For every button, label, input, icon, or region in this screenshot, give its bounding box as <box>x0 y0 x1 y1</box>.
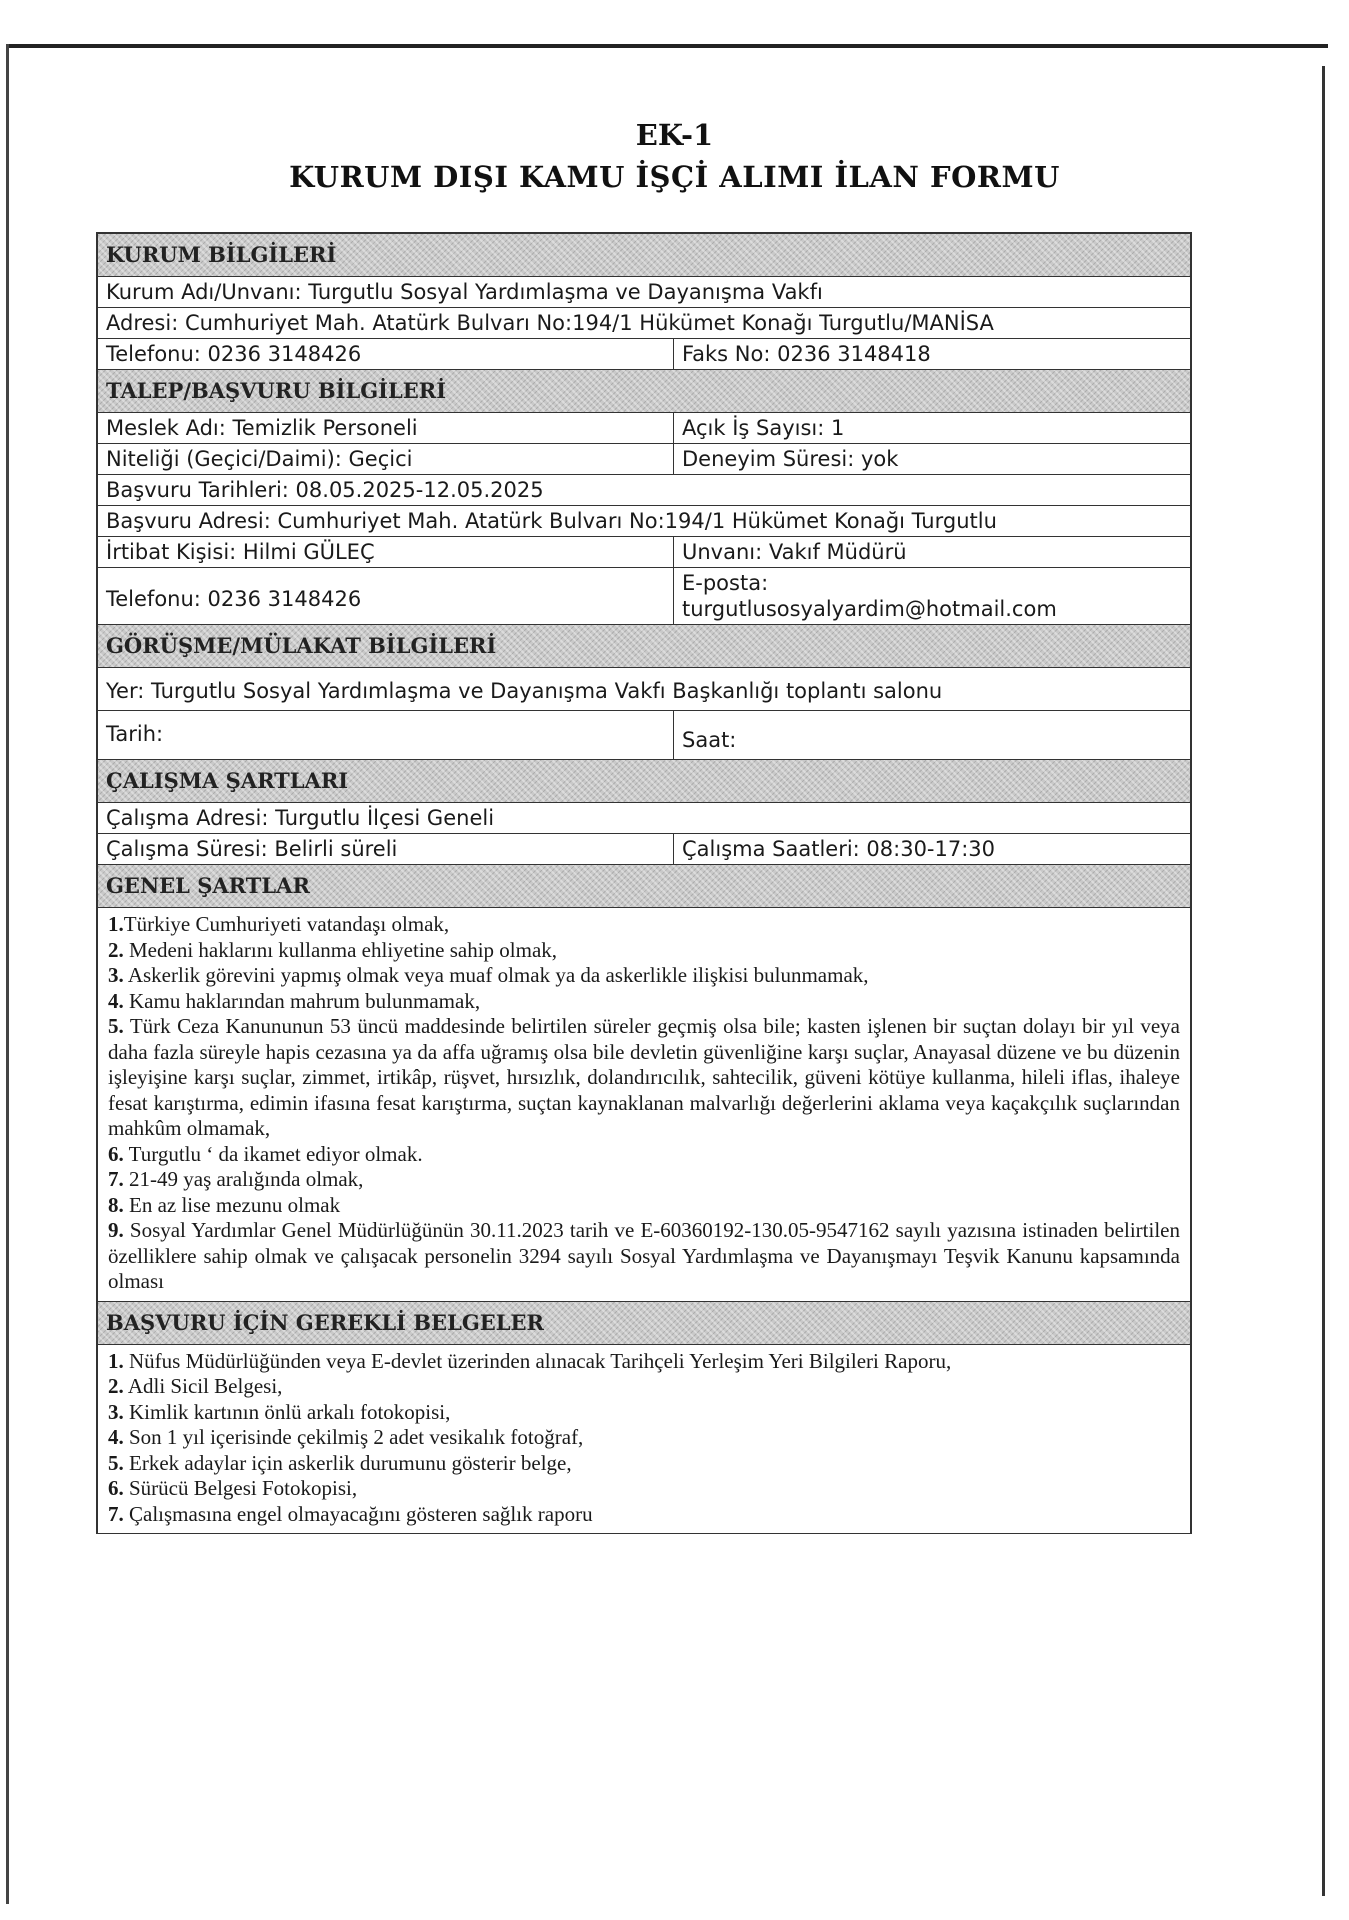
row-kurum-adi <box>98 277 1190 308</box>
irtibat-unvan: Unvanı: Vakıf Müdürü <box>682 540 907 564</box>
section-gorusme <box>98 625 1190 668</box>
eposta-label: E-posta: <box>682 571 769 595</box>
row-basvuru-tarihleri <box>98 475 1190 506</box>
gorusme-tarih: Tarih: <box>98 711 674 759</box>
deneyim-suresi: Deneyim Süresi: yok <box>682 447 899 471</box>
list-item: 5. Erkek adaylar için askerlik durumunu gösterir belge, <box>108 1450 572 1475</box>
list-item: 6. Turgutlu ‘ da ikamet ediyor olmak. <box>108 1141 423 1166</box>
annex-label: EK-1 <box>635 118 714 152</box>
meslek-adi: Meslek Adı: Temizlik Personeli <box>98 413 674 443</box>
calisma-suresi: Çalışma Süresi: Belirli süreli <box>98 834 674 864</box>
row-irtibat-iletisim <box>98 568 1190 625</box>
row-kurum-iletisim <box>98 339 1190 370</box>
list-item: 1.Türkiye Cumhuriyeti vatandaşı olmak, <box>108 912 450 936</box>
scan-border-top <box>6 44 1328 48</box>
acik-is-sayisi: Açık İş Sayısı: 1 <box>682 416 845 440</box>
row-tarih-saat <box>98 711 1190 760</box>
kurum-telefon: Telefonu: 0236 3148426 <box>98 339 674 369</box>
list-item: 4. Kamu haklarından mahrum bulunmamak, <box>108 988 481 1013</box>
section-calisma <box>98 760 1190 803</box>
list-item: 3. Askerlik görevini yapmış olmak veya muaf olmak ya da askerlikle ilişkisi bulunmamak, <box>108 963 869 987</box>
eposta-cell <box>674 568 1190 624</box>
list-item: 9. Sosyal Yardımlar Genel Müdürlüğünün 30.11.2023 tarih ve E-60360192-130.05-9547162 sayılı yazısına istinaden belirtilen özelliklere sahip olmak ve çalışacak personelin 3294 sayılı Sosyal Yardımlaşma ve Dayanışmayı Teşvik Kanunu kapsamında olması <box>108 1218 1180 1293</box>
calisma-adresi: Çalışma Adresi: Turgutlu İlçesi Geneli <box>106 806 495 830</box>
section-talep <box>98 370 1190 413</box>
section-title: BAŞVURU İÇİN GEREKLİ BELGELER <box>106 1309 544 1335</box>
irtibat-telefon: Telefonu: 0236 3148426 <box>98 568 674 624</box>
kurum-adi: Kurum Adı/Unvanı: Turgutlu Sosyal Yardımlaşma ve Dayanışma Vakfı <box>106 280 823 304</box>
list-item: 8. En az lise mezunu olmak <box>108 1192 341 1217</box>
list-item: 4. Son 1 yıl içerisinde çekilmiş 2 adet vesikalık fotoğraf, <box>108 1425 584 1449</box>
genel-sartlar-list <box>98 908 1190 1302</box>
row-meslek <box>98 413 1190 444</box>
irtibat-kisisi: İrtibat Kişisi: Hilmi GÜLEÇ <box>98 537 674 567</box>
list-item: 5. Türk Ceza Kanununun 53 üncü maddesinde belirtilen süreler geçmiş olsa bile; kasten işlenen bir suçtan dolayı bir yıl veya daha fazla süreyle hapis cezasına ya da affa uğramış olsa bile devletin güvenliğine karşı suçlar, Anayasal düzene ve bu düzenin işleyişine karşı suçlar, zimmet, irtikâp, rüşvet, hırsızlık, dolandırıcılık, sahtecilik, güveni kötüye kullanma, hileli iflas, ihaleye fesat karıştırma, edimin ifasına fesat karıştırma, suçtan kaynaklanan malvarlığı değerlerini aklama veya kaçakçılık suçlarından mahkûm olmamak, <box>108 1014 1180 1140</box>
announcement-form <box>96 232 1192 1534</box>
row-nitelik <box>98 444 1190 475</box>
section-title: GÖRÜŞME/MÜLAKAT BİLGİLERİ <box>106 633 497 658</box>
kurum-adres: Adresi: Cumhuriyet Mah. Atatürk Bulvarı No:194/1 Hükümet Konağı Turgutlu/MANİSA <box>106 311 994 335</box>
basvuru-tarihleri: Başvuru Tarihleri: 08.05.2025-12.05.2025 <box>106 478 544 502</box>
basvuru-adresi: Başvuru Adresi: Cumhuriyet Mah. Atatürk Bulvarı No:194/1 Hükümet Konağı Turgutlu <box>106 509 997 533</box>
gorusme-yer: Yer: Turgutlu Sosyal Yardımlaşma ve Dayanışma Vakfı Başkanlığı toplantı salonu <box>106 679 943 703</box>
list-item: 2. Medeni haklarını kullanma ehliyetine sahip olmak, <box>108 937 558 962</box>
row-yer <box>98 668 1190 711</box>
scan-border-right <box>1322 66 1325 1896</box>
section-title: TALEP/BAŞVURU BİLGİLERİ <box>106 378 447 403</box>
list-item: 2. Adli Sicil Belgesi, <box>108 1374 283 1398</box>
row-calisma-sure <box>98 834 1190 865</box>
eposta-address: turgutlusosyalyardim@hotmail.com <box>682 597 1057 621</box>
row-kurum-adres <box>98 308 1190 339</box>
section-title: KURUM BİLGİLERİ <box>106 242 337 267</box>
list-item: 7. Çalışmasına engel olmayacağını gösteren sağlık raporu <box>108 1501 593 1526</box>
kurum-faks: Faks No: 0236 3148418 <box>682 342 931 366</box>
list-item: 3. Kimlik kartının önlü arkalı fotokopisi, <box>108 1399 451 1424</box>
belgeler-list <box>98 1345 1190 1535</box>
niteligi: Niteliği (Geçici/Daimi): Geçici <box>98 444 674 474</box>
row-irtibat <box>98 537 1190 568</box>
section-genel <box>98 865 1190 908</box>
form-title: KURUM DIŞI KAMU İŞÇİ ALIMI İLAN FORMU <box>289 160 1060 194</box>
gorusme-saat: Saat: <box>682 728 737 752</box>
section-kurum <box>98 234 1190 277</box>
list-item: 7. 21-49 yaş aralığında olmak, <box>108 1167 364 1191</box>
row-calisma-adresi <box>98 803 1190 834</box>
section-belgeler <box>98 1302 1190 1345</box>
section-title: GENEL ŞARTLAR <box>106 873 310 898</box>
scan-border-left <box>6 44 9 1904</box>
list-item: 6. Sürücü Belgesi Fotokopisi, <box>108 1476 358 1500</box>
list-item: 1. Nüfus Müdürlüğünden veya E-devlet üzerinden alınacak Tarihçeli Yerleşim Yeri Bilgileri Raporu, <box>108 1348 952 1373</box>
calisma-saatleri: Çalışma Saatleri: 08:30-17:30 <box>682 837 996 861</box>
section-title: ÇALIŞMA ŞARTLARI <box>106 768 349 793</box>
row-basvuru-adresi <box>98 506 1190 537</box>
